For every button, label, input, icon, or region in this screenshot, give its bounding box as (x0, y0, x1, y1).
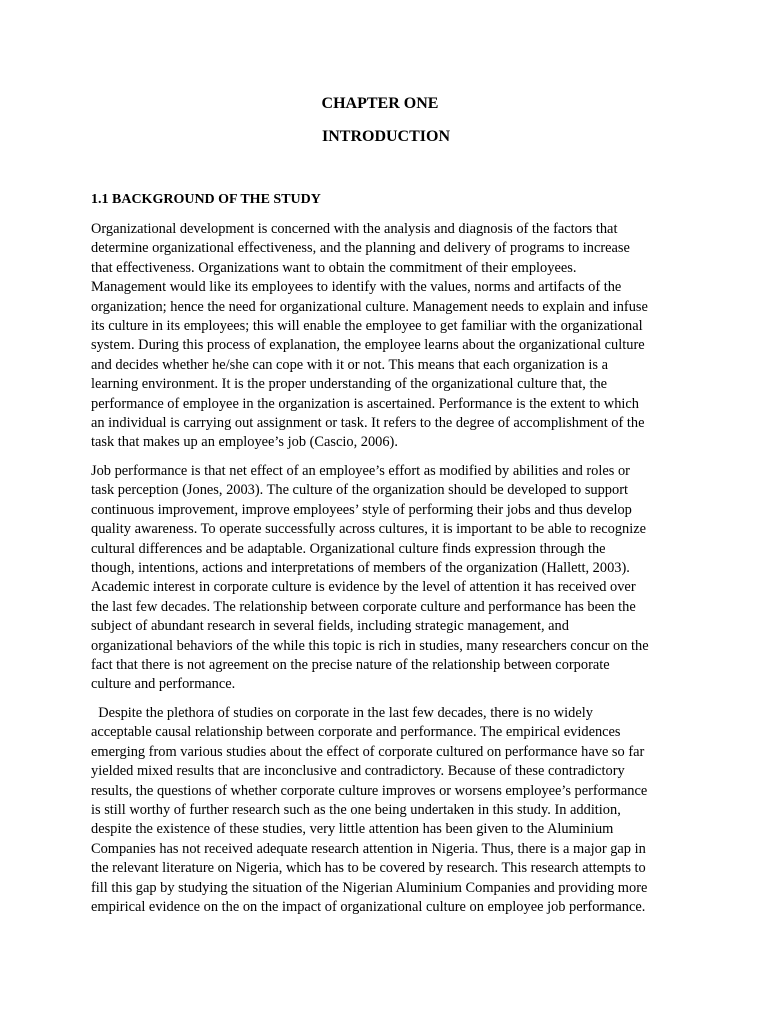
text-line: empirical evidence on the on the impact of organizational culture on employee job performance. (91, 899, 646, 916)
section-heading: 1.1 BACKGROUND OF THE STUDY (91, 192, 321, 207)
text-line: results, the questions of whether corporate culture improves or worsens employee’s performance (91, 782, 648, 799)
text-line: acceptable causal relationship between corporate and performance. The empirical evidences (91, 724, 621, 741)
text-line: Management would like its employees to identify with the values, norms and artifacts of the (91, 279, 622, 296)
text-line: Organizational development is concerned with the analysis and diagnosis of the factors that (91, 221, 618, 237)
text-line: quality awareness. To operate successfully across cultures, it is important to be able to recognize (91, 521, 646, 538)
paragraph-3 (91, 704, 681, 917)
text-line: that effectiveness. Organizations want to obtain the commitment of their employees. (91, 259, 577, 276)
text-line: performance of employee in the organization is ascertained. Performance is the extent to which (91, 395, 639, 412)
text-line: task that makes up an employee’s job (Cascio, 2006). (91, 434, 398, 451)
text-line: the last few decades. The relationship between corporate culture and performance has been the (91, 598, 636, 615)
text-line: and decides whether he/she can cope with it or not. This means that each organization is a (91, 356, 608, 373)
chapter-label: CHAPTER ONE (321, 95, 439, 112)
text-line: Job performance is that net effect of an employee’s effort as modified by abilities and roles or (91, 463, 630, 479)
text-line: determine organizational effectiveness, and the planning and delivery of programs to increase (91, 240, 630, 257)
text-line: yielded mixed results that are inconclusive and contradictory. Because of these contradictory (91, 763, 625, 780)
text-line: fill this gap by studying the situation of the Nigerian Aluminium Companies and providing more (91, 879, 648, 896)
text-line: the relevant literature on Nigeria, which has to be covered by research. This research attempts to (91, 860, 646, 877)
text-line: emerging from various studies about the effect of corporate cultured on performance have so far (91, 743, 645, 760)
text-line: Academic interest in corporate culture is evidence by the level of attention it has received over (91, 579, 636, 596)
text-line: Despite the plethora of studies on corporate in the last few decades, there is no widely (91, 705, 593, 721)
text-line: cultural differences and be adaptable. Organizational culture finds expression through the (91, 540, 606, 557)
text-line: fact that there is not agreement on the precise nature of the relationship between corporate (91, 657, 610, 674)
text-line: is still worthy of further research such as the one being undertaken in this study. In addition, (91, 802, 621, 819)
text-line: its culture in its employees; this will enable the employee to get familiar with the organizational (91, 318, 643, 335)
text-line: an individual is carrying out assignment or task. It refers to the degree of accomplishment of the (91, 415, 645, 432)
text-line: continuous improvement, improve employees’ style of performing their jobs and thus develop (91, 501, 632, 518)
text-line: organization; hence the need for organizational culture. Management needs to explain and infuse (91, 298, 648, 315)
text-line: Companies has not received adequate research attention in Nigeria. Thus, there is a major gap in (91, 840, 646, 857)
text-line: culture and performance. (91, 676, 236, 693)
text-line: organizational behaviors of the while this topic is rich in studies, many researchers concur on the (91, 637, 649, 654)
text-line: task perception (Jones, 2003). The culture of the organization should be developed to support (91, 482, 628, 499)
paragraph-2 (91, 462, 681, 695)
paragraph-1 (91, 220, 681, 453)
text-line: system. During this process of explanation, the employee learns about the organizational culture (91, 337, 645, 354)
chapter-title: INTRODUCTION (321, 128, 450, 145)
text-line: though, intentions, actions and interpretations of members of the organization (Hallett, 2003). (91, 560, 630, 577)
text-line: despite the existence of these studies, very little attention has been given to the Aluminium (91, 821, 614, 838)
text-line: learning environment. It is the proper understanding of the organizational culture that, the (91, 376, 608, 393)
text-line: subject of abundant research in several fields, including strategic management, and (91, 618, 569, 635)
